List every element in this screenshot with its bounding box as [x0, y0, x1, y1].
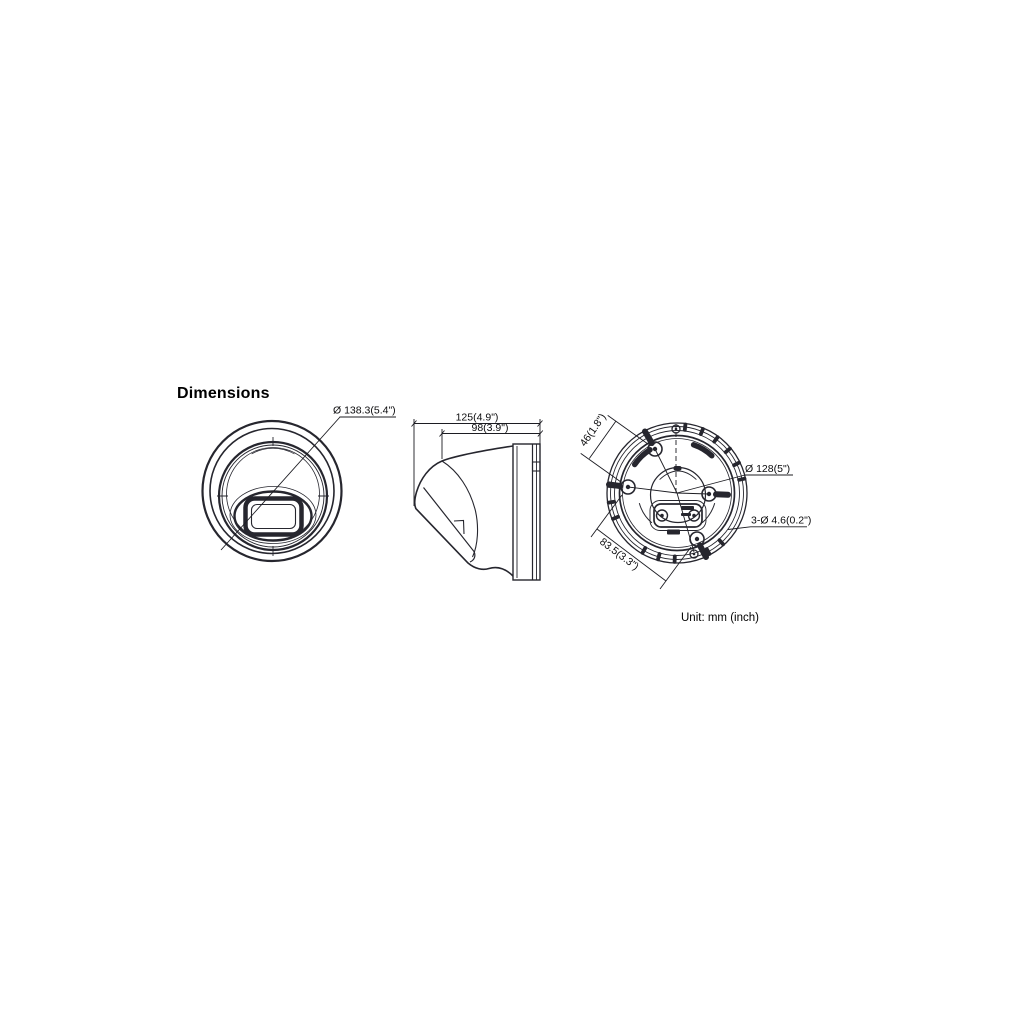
base-diameter-label: Ø 128(5")	[745, 463, 791, 475]
hole-spacing-long-label: 83.5(3.3")	[597, 535, 641, 573]
front-diameter-label: Ø 138.3(5.4")	[333, 404, 396, 417]
hole-spacing-short-label: 46(1.8")	[577, 411, 609, 449]
mounting-screw-holes	[609, 432, 728, 558]
vent-slot-right	[694, 445, 712, 456]
side-ball-silhouette	[442, 461, 478, 557]
side-overall-depth-label: 125(4.9")	[455, 411, 499, 424]
side-body-outline	[415, 446, 513, 576]
central-opening	[639, 466, 714, 535]
front-view-drawing	[203, 405, 397, 562]
back-view-drawing	[578, 412, 812, 589]
callout-hole-spacing-short	[578, 412, 649, 483]
mounting-holes-label: 3-Ø 4.6(0.2")	[751, 514, 812, 527]
side-view-drawing	[412, 412, 543, 581]
unit-note: Unit: mm (inch)	[681, 612, 759, 624]
side-body-depth-label: 98(3.9")	[471, 421, 509, 434]
page-title: Dimensions	[177, 385, 270, 402]
